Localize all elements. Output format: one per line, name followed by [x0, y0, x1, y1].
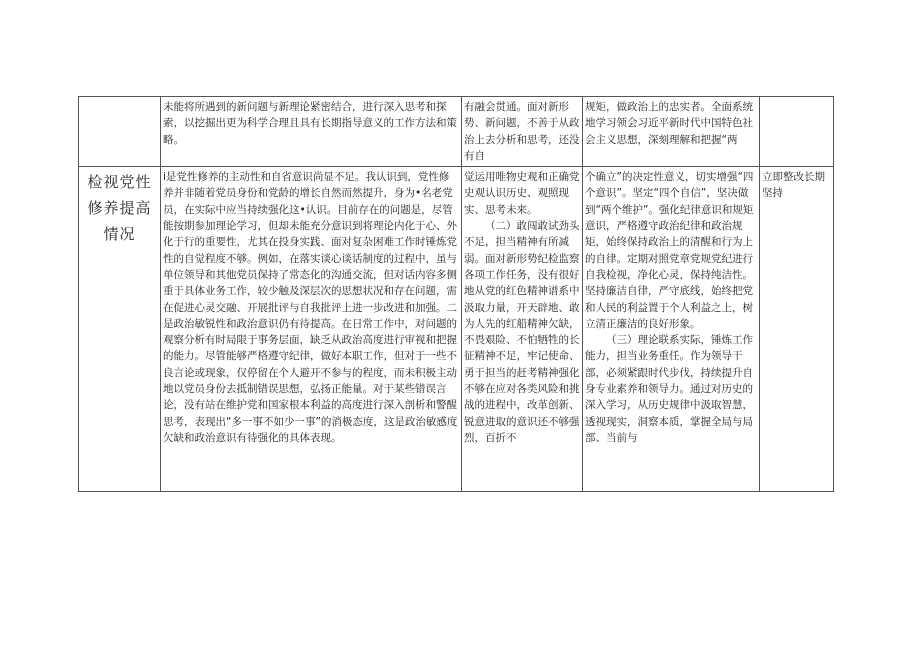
- measure-cell: [583, 167, 760, 492]
- problem-cell: [161, 167, 462, 492]
- rectification-table: [78, 96, 834, 492]
- table-row: [79, 167, 834, 492]
- paragraph: 未能将所遇到的新问题与新理论紧密结合，进行深入思考和探索，以挖掘出更为科学合理且具有长期指导意义的工作方法和策略。: [163, 101, 457, 146]
- cause-cell: [462, 97, 583, 167]
- paragraph: 规矩，做政治上的忠实者。全面系统地学习领会习近平新时代中国特色社会主义思想，深刻理解和把握“两: [585, 101, 753, 146]
- table-row: [79, 97, 834, 167]
- category-label-line: 修养提高: [87, 199, 152, 218]
- empty-action-cell: [760, 97, 834, 167]
- cause-cell: [462, 167, 583, 492]
- measure-cell: [583, 97, 760, 167]
- paragraph: （二）敢闯敢试劲头不足，担当精神有所减弱。面对新形势纪检监察各项工作任务，没有很好地从党的红色精神谱系中汲取力量，开天辟地、敢为人先的红船精神欠缺，不畏艰险、不怕牺牲的长征精神不足，牢记使命、勇于担当的赶考精神强化不够在应对各类风险和挑战的进程中，改革创新、锐意进取的意识还不够强烈，百折不: [464, 220, 580, 444]
- paragraph: 觉运用唯物史观和正确党史观认识历史、观照现实、思考未来。: [464, 171, 580, 216]
- category-label-line: 情况: [103, 225, 136, 244]
- category-label-cell: [79, 167, 161, 492]
- paragraph: （三）理论联系实际，锤炼工作能力，担当业务重任。作为领导干部，必须紧跟时代步伐，持续提升自身专业素养和领导力。通过对历史的深入学习，从历史规律中汲取智慧，透视现实，洞察本质，掌握全局与局部、当前与: [585, 334, 753, 444]
- empty-label-cell: [79, 97, 161, 167]
- action-text: 立即整改长期坚持: [762, 171, 825, 200]
- category-label-line: 检视党性: [87, 173, 152, 192]
- paragraph: i是党性修养的主动性和自省意识尚显不足。我认识到，党性修养并非随着党员身份和党龄的增长自然而然提升，身为•名老党员，在实际中应当持续强化这•认识。目前存在的问题是，尽管能按期参加理论学习，但却未能充分意识到将理论内化于心、外化于行的重要性，尤其在投身实践、面对复杂困难工作时锤炼党性的自觉程度不够。例如，在落实谈心谈话制度的过程中，虽与单位领导和其他党员保持了常态化的沟通交流，但对话内容多侧重于具体业务工作，较少触及深层次的思想状况和存在问题，需在促进心灵交融、开展批评与自我批评上进一步改进和加强。二是政治敏锐性和政治意识仍有待提高。在日常工作中，对问题的观察分析有时局限于事务层面，缺乏从政治高度进行审视和把握的能力。尽管能够严格遵守纪律，做好本职工作，但对于一些不良言论或现象，仅停留在个人避开不参与的程度，而未积极主动地以党员身份去抵制错误思想，弘扬正能量。对于某些错误言论，没有站在维护党和国家根本利益的高度进行深入剖析和警醒思考，表现出“多一事不如少一事”的消极态度，这是政治敏感度欠缺和政治意识有待强化的具体表现。: [163, 171, 458, 444]
- action-cell: [760, 167, 834, 492]
- paragraph: 个确立”的决定性意义，切实增强“四个意识”。坚定“四个自信”，坚决做到“两个维护”。强化纪律意识和规矩意识，严格遵守政治纪律和政治规矩，始终保持政治上的清醒和行为上的自律。定期对照党章党规党纪进行自我检视，净化心灵，保持纯洁性。坚持廉洁自律，严守底线，始终把党和人民的利益置于个人利益之上，树立清正廉洁的良好形象。: [585, 171, 754, 330]
- problem-cell: [161, 97, 462, 167]
- paragraph: 有融会贯通。面对新形势、新问题，不善于从政治上去分析和思考，还没有自: [464, 101, 580, 162]
